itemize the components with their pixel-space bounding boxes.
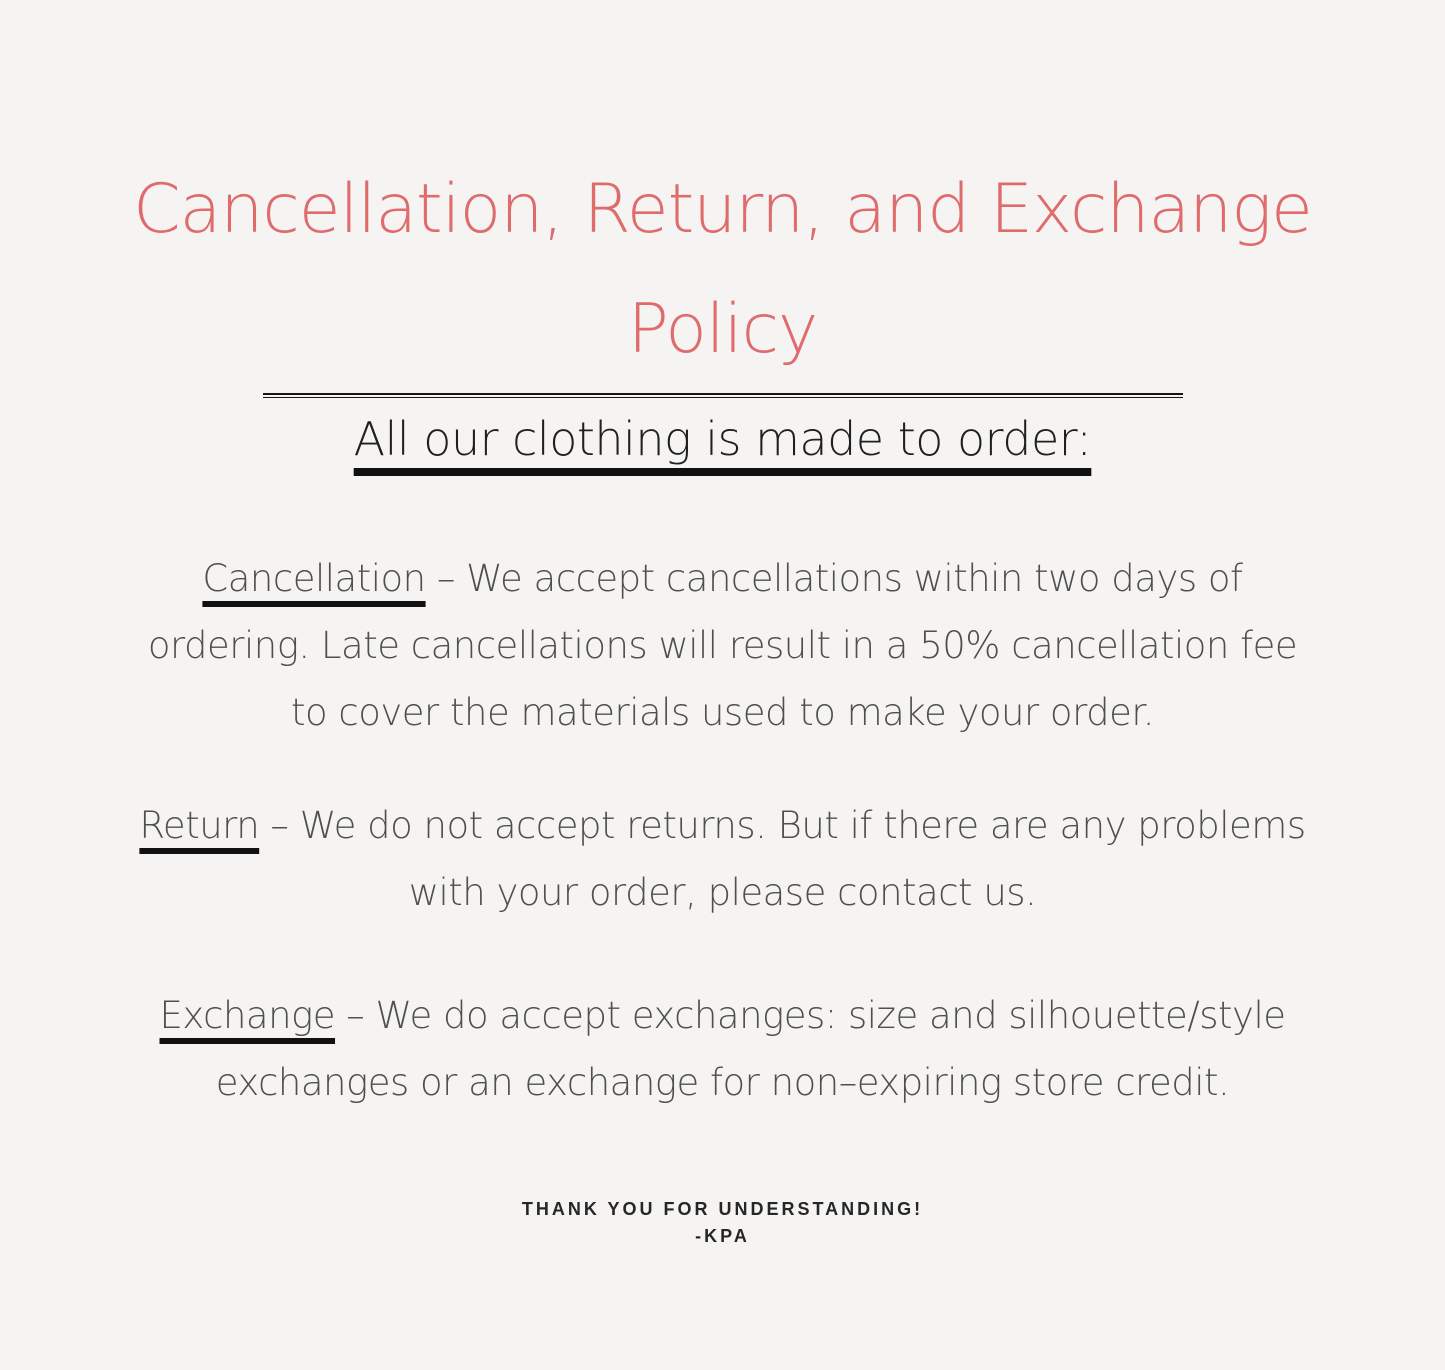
section-cancellation-line-1 bbox=[0, 545, 1445, 612]
section-return-text: – We do not accept returns. But if there are any problems bbox=[259, 804, 1306, 847]
section-exchange-line-2: exchanges or an exchange for non–expiring store credit. bbox=[215, 1061, 1230, 1104]
subtitle-text: All our clothing is made to order: bbox=[353, 412, 1092, 466]
section-exchange-text: – We do accept exchanges: size and silhouette/style bbox=[335, 994, 1286, 1037]
section-cancellation-text: – We accept cancellations within two days of bbox=[425, 557, 1243, 600]
title-line-1: Cancellation, Return, and Exchange bbox=[133, 170, 1312, 249]
title-divider bbox=[263, 393, 1183, 398]
subtitle bbox=[0, 412, 1445, 466]
term-return: Return bbox=[139, 804, 260, 847]
footer-thanks: THANK YOU FOR UNDERSTANDING! bbox=[521, 1199, 924, 1219]
section-cancellation-line-3: to cover the materials used to make your order. bbox=[291, 691, 1154, 734]
section-return bbox=[0, 792, 1445, 926]
footer bbox=[0, 1196, 1445, 1250]
section-return-line-2: with your order, please contact us. bbox=[408, 871, 1037, 914]
term-exchange: Exchange bbox=[159, 994, 336, 1037]
section-cancellation bbox=[0, 545, 1445, 746]
title-line-2: Policy bbox=[627, 290, 818, 369]
term-cancellation: Cancellation bbox=[202, 557, 426, 600]
footer-signature: -KPA bbox=[695, 1226, 750, 1246]
section-exchange-line-1 bbox=[0, 982, 1445, 1049]
section-cancellation-line-2: ordering. Late cancellations will result in a 50% cancellation fee bbox=[147, 624, 1298, 667]
section-exchange bbox=[0, 982, 1445, 1116]
page-title bbox=[0, 150, 1445, 390]
section-return-line-1 bbox=[0, 792, 1445, 859]
